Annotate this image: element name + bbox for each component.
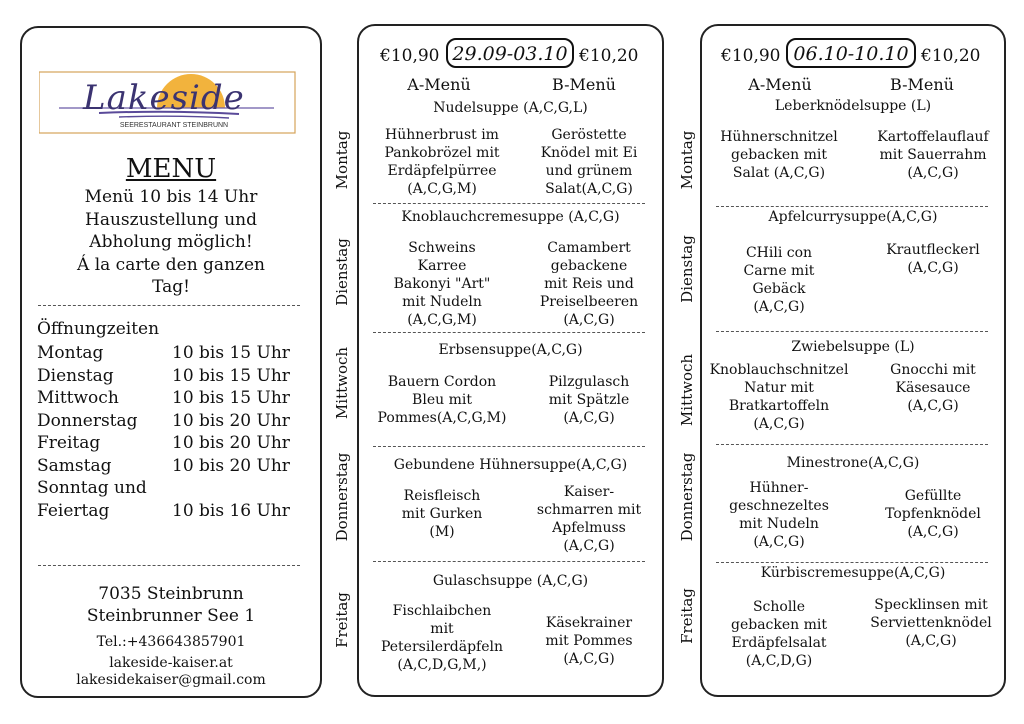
dish-line: (A,C,G) [563,410,615,426]
dish-line: gebackene [550,258,628,274]
dish-line: Bauern Cordon [387,374,497,390]
hours-row [37,432,307,455]
dish-b [519,614,659,668]
dish-line: Kartoffelauflauf [877,129,989,145]
hours-time: 10 bis 15 Uhr [172,388,290,408]
divider [373,446,645,447]
address-line: Steinbrunner See 1 [86,606,256,626]
dish-line: (A,C,D,G,M,) [397,657,487,673]
day-label: Freitag [333,592,351,648]
dish-b [860,487,1006,541]
dish-line: Topfenknödel [885,506,981,522]
hours-day: Feiertag [37,500,110,521]
divider [373,561,645,562]
dish-a [704,361,854,433]
dish-line: (A,C,G) [753,299,805,315]
dish-line: mit Nudeln [402,294,482,310]
hours-time: 10 bis 20 Uhr [172,410,290,431]
hours-time: 10 bis 20 Uhr [172,455,290,476]
date-range: 29.09-03.10 [446,38,574,68]
soup: Apfelcurrysuppe(A,C,G) [768,209,938,225]
dish-line: Bratkartoffeln [728,398,830,414]
intro-line: Menü 10 bis 14 Uhr [84,187,258,207]
dish-b [860,241,1006,277]
website-link[interactable]: lakeside-kaiser.at [109,655,233,671]
hours-time: 10 bis 15 Uhr [172,343,290,363]
dish-line: (A,C,D,G) [745,653,813,669]
menu-a-heading: A-Menü [407,75,471,94]
dish-line: mit Pommes [545,633,633,649]
dish-a [367,126,517,198]
dish-line: (A,C,G) [753,534,805,550]
dish-line: Petersilerdäpfeln [380,639,504,655]
address-line: 7035 Steinbrunn [98,584,244,604]
dish-line: Käsekrainer [545,615,633,631]
dish-line: gebacken mit [730,617,827,633]
soup: Zwiebelsuppe (L) [791,339,915,355]
menu-a-heading: A-Menü [748,75,812,94]
dish-line: (A,C,G) [907,260,959,276]
intro-line: Hauszustellung und [85,209,257,230]
soup: Leberknödelsuppe (L) [774,98,932,114]
intro-line: Á la carte den ganzen [77,254,265,275]
phone: Tel.:+436643857901 [96,634,246,650]
dish-line: Knoblauchschnitzel [709,362,849,378]
dish-line: Geröstette [551,127,627,143]
week1-panel [357,24,664,697]
dish-line: Knödel mit Ei [540,145,638,161]
dish-line: mit Spätzle [548,392,630,408]
dish-line: Pommes(A,C,G,M) [377,410,507,426]
dish-b [860,128,1006,182]
dish-line: geschnezeltes [729,498,829,514]
price-b: €10,20 [921,46,981,66]
divider [373,332,645,333]
dish-line: gebacken mit [730,147,827,163]
hours-table [37,342,307,522]
dish-line: Carne mit [743,263,815,279]
dish-line: (A,C,G) [907,524,959,540]
day-label: Mittwoch [678,353,696,427]
day-label: Donnerstag [333,452,351,542]
dish-line: Krautfleckerl [886,242,980,258]
dish-line: mit Sauerrahm [879,147,987,163]
dish-a [704,244,854,316]
dish-line: Pankobrözel mit [384,145,500,161]
divider [716,206,988,207]
hours-title: Öffnungzeiten [37,319,160,339]
dish-line: mit [430,621,454,637]
dish-line: mit Nudeln [739,516,819,532]
dish-line: Bleu mit [412,392,472,408]
price-a: €10,90 [721,46,781,66]
dish-line: (A,C,G) [907,165,959,181]
dish-line: Hühner- [749,480,809,496]
dish-line: und grünem [545,163,633,179]
hours-day: Samstag [37,455,112,476]
dish-line: Gebäck [752,281,806,297]
dish-line: Gefüllte [904,488,962,504]
hours-time: 10 bis 16 Uhr [172,500,290,521]
email-link[interactable]: lakesidekaiser@gmail.com [76,672,266,688]
dish-a [367,239,517,329]
hours-day: Montag [37,343,104,363]
logo-wordmark: Lakeside [83,78,245,118]
intro-line: Tag! [152,277,190,297]
hours-time: 10 bis 15 Uhr [172,365,290,386]
dish-b [519,373,659,427]
dish-line: Pilzgulasch [548,374,630,390]
divider [38,565,300,566]
dish-line: (A,C,G,M) [407,312,477,328]
hours-day: Dienstag [37,365,114,386]
dish-line: Natur mit [744,380,814,396]
dish-line: schmarren mit [536,502,642,518]
divider [716,444,988,445]
dish-line: Gnocchi mit [890,362,976,378]
day-label: Freitag [678,588,696,644]
day-label: Donnerstag [678,452,696,542]
dish-line: Schweins [408,240,476,256]
dish-a [704,128,854,182]
hours-row [37,477,307,500]
dish-line: mit Reis und [544,276,634,292]
soup: Kürbiscremesuppe(A,C,G) [760,565,946,581]
dish-line: Fischlaibchen [392,603,492,619]
dish-line: Camambert [547,240,631,256]
day-label: Montag [678,130,696,190]
intro-line: Abholung möglich! [89,232,253,252]
dish-b [854,596,1008,650]
dish-b [860,361,1006,415]
soup: Knoblauchcremesuppe (A,C,G) [401,209,620,225]
dish-a [367,602,517,674]
price-a: €10,90 [380,46,440,66]
dish-line: Apfelmuss [552,520,626,536]
hours-row [37,455,307,478]
divider [716,331,988,332]
dish-line: mit Gurken [401,506,483,522]
hours-row [37,342,307,365]
divider [373,203,645,204]
menu-b-heading: B-Menü [890,75,954,94]
logo-subtitle: SEERESTAURANT STEINBRUNN [119,122,229,129]
week2-panel [700,24,1006,697]
dish-line: Erdäpfelsalat [731,635,827,651]
day-label: Dienstag [678,235,696,303]
dish-line: (M) [429,524,455,540]
dish-line: Hühnerbrust im [385,127,499,143]
dish-a [367,487,517,541]
day-label: Dienstag [333,238,351,306]
logo [39,70,299,136]
dish-line: Scholle [752,599,806,615]
dish-a [704,479,854,551]
dish-line: CHili con [745,245,813,261]
dish-line: (A,C,G) [907,398,959,414]
menu-title: MENU [125,154,217,184]
hours-time: 10 bis 20 Uhr [172,433,290,453]
dish-line: (A,C,G) [753,416,805,432]
day-label: Mittwoch [333,346,351,420]
dish-line: Salat(A,C,G) [545,181,633,197]
hours-day: Donnerstag [37,410,138,431]
hours-row [37,365,307,388]
hours-row [37,500,307,523]
dish-line: Käsesauce [895,380,971,396]
divider [716,562,988,563]
divider [38,305,300,306]
hours-row [37,387,307,410]
dish-line: Hühnerschnitzel [720,129,838,145]
dish-b [519,483,659,555]
dish-a [704,598,854,670]
dish-a [367,373,517,427]
day-label: Montag [333,130,351,190]
soup: Nudelsuppe (A,C,G,L) [433,100,588,116]
dish-line: Bakonyi "Art" [393,276,491,292]
hours-day: Mittwoch [37,388,119,408]
dish-line: (A,C,G,M) [407,181,477,197]
dish-line: Reisfleisch [403,488,481,504]
dish-line: Salat (A,C,G) [732,165,826,181]
dish-line: (A,C,G) [563,312,615,328]
date-range: 06.10-10.10 [786,38,916,68]
hours-day: Freitag [37,433,101,453]
dish-line: Serviettenknödel [870,615,992,631]
dish-line: (A,C,G) [563,538,615,554]
soup: Erbsensuppe(A,C,G) [438,342,583,358]
dish-b [519,126,659,198]
hours-day: Sonntag und [37,478,147,498]
info-panel [20,26,322,698]
soup: Minestrone(A,C,G) [786,455,920,471]
dish-line: Kaiser- [563,484,615,500]
hours-time [172,477,307,500]
dish-line: Karree [417,258,467,274]
intro-text [22,186,320,299]
dish-line: (A,C,G) [563,651,615,667]
soup: Gebundene Hühnersuppe(A,C,G) [393,457,628,473]
hours-row [37,410,307,433]
dish-line: Erdäpfelpürree [387,163,497,179]
dish-line: Specklinsen mit [874,597,988,613]
dish-line: Preiselbeeren [539,294,639,310]
menu-b-heading: B-Menü [552,75,616,94]
dish-line: (A,C,G) [905,633,957,649]
dish-b [519,239,659,329]
price-b: €10,20 [579,46,639,66]
soup: Gulaschsuppe (A,C,G) [432,573,589,589]
